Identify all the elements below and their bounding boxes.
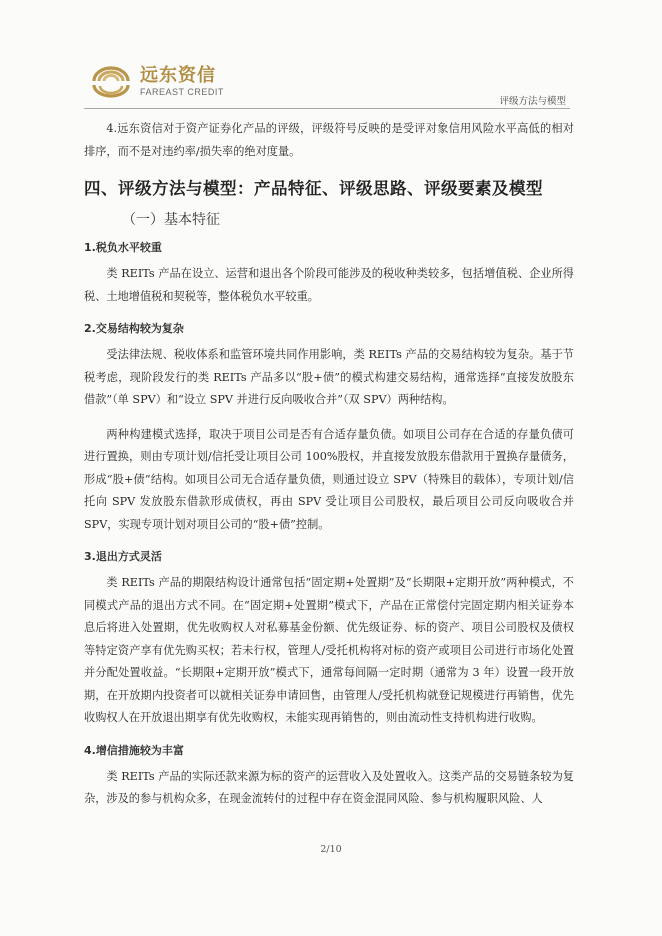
section-tag: 评级方法与模型 [499,96,566,107]
paragraph: 类 REITs 产品在设立、运营和退出各个阶段可能涉及的税收种类较多，包括增值税、企业所得税、土地增值税和契税等，整体税负水平较重。 [84,267,574,303]
header-divider [84,108,570,109]
item-heading-structure: 2.交易结构较为复杂 [84,322,184,335]
intro-paragraph: 4.远东资信对于资产证券化产品的评级，评级符号反映的是受评对象信用风险水平高低的相对排序，而不是对违约率/损失率的绝对度量。 [84,122,574,158]
section-heading: 四、评级方法与模型：产品特征、评级思路、评级要素及模型 [84,179,543,198]
paragraph: 受法律法规、税收体系和监管环境共同作用影响，类 REITs 产品的交易结构较为复杂。基于节税考虑，现阶段发行的类 REITs 产品多以“股+债”的模式构建交易结构，通常选择“直接发放股东借款”（单 SPV）和“设立 SPV 并进行反向吸收合并”（双 SPV）两种结构。 [84,348,574,406]
fareast-credit-logo-icon [88,64,134,98]
brand [140,66,224,97]
page-number: 2/10 [320,844,342,855]
paragraph: 两种构建模式选择，取决于项目公司是否有合适存量负债。如项目公司存在合适的存量负债可进行置换，则由专项计划/信托受让项目公司 100%股权，并直接发放股东借款用于置换存量债务，形成“股+债”结构。如项目公司无合适存量负债，则通过设立 SPV（特殊目的载体），专项计划/信托向 SPV 发放股东借款形成债权，再由 SPV 受让项目公司股权，最后项目公司反向吸收合并 SPV，实现专项计划对项目公司的“股+债”控制。 [84,427,574,531]
page-body [84,118,574,811]
page-header [0,0,662,112]
paragraph: 类 REITs 产品的期限结构设计通常包括“固定期+处置期”及“长期限+定期开放”两种模式，不同模式产品的退出方式不同。在“固定期+处置期”模式下，产品在正常偿付完固定期内相关证券本息后将进入处置期，优先收购权人对私募基金份额、优先级证券、标的资产、项目公司股权及债权等特定资产享有优先购买权；若未行权，管理人/受托机构将对标的资产或项目公司进行市场化处置并分配处置收益。“长期限+定期开放”模式下，通常每间隔一定时期（通常为 3 年）设置一段开放期，在开放期内投资者可以就相关证券申请回售，由管理人/受托机构就登记规模进行再销售，优先收购权人在开放退出期享有优先收购权，未能实现再销售的，则由流动性支持机构进行收购。 [84,576,574,724]
paragraph: 类 REITs 产品的实际还款来源为标的资产的运营收入及处置收入。这类产品的交易链条较为复杂，涉及的参与机构众多，在现金流转付的过程中存在资金混同风险、参与机构履职风险、人 [84,769,574,805]
brand-name-en: FAREAST CREDIT [140,87,224,97]
brand-name-cn: 远东资信 [140,65,216,86]
item-heading-exit: 3.退出方式灵活 [84,550,162,563]
item-heading-tax: 1.税负水平较重 [84,241,162,254]
subsection-heading: （一）基本特征 [122,212,220,228]
item-heading-credit-enhancement: 4.增信措施较为丰富 [84,743,184,757]
